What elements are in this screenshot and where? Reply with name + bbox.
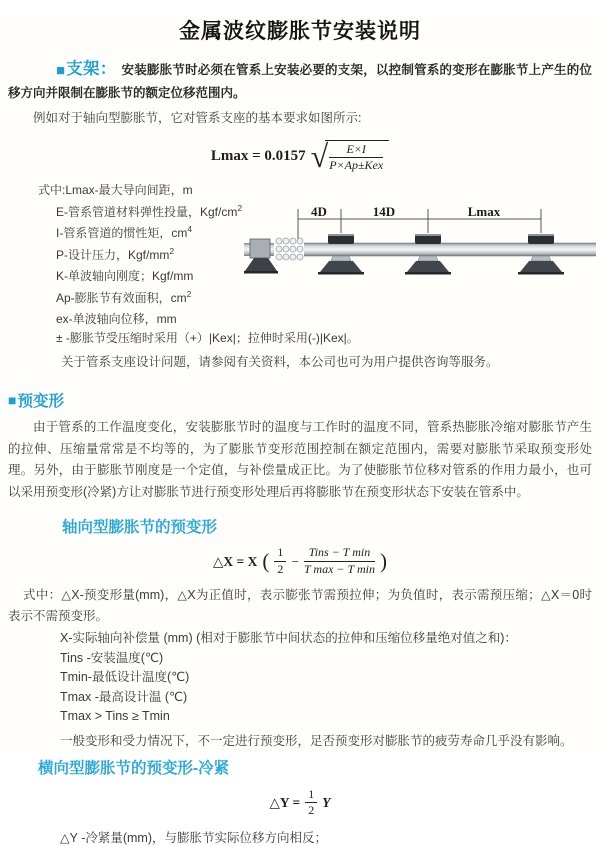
fraction-denominator: P×Ap±Kex [329, 158, 384, 173]
definition-line [8, 264, 244, 286]
lateral-predeform-subheading: 横向型膨胀节的预变形-冷紧 [38, 759, 230, 777]
support-closing-line: 关于管系支座设计问题，请参阅有关资料，本公司也可为用户提供咨询等服务。 [61, 355, 499, 370]
definition-line [8, 307, 244, 329]
definition-text: ex-单波轴向位移，mm [56, 312, 177, 327]
page-title: 金属波纹膨胀节安装说明 [179, 20, 421, 43]
anchor-base-plate [244, 271, 278, 274]
section-marker-icon: ■ [8, 392, 17, 409]
pipe [304, 243, 596, 256]
dim-label-lmax: Lmax [467, 204, 501, 220]
fraction-numerator: E×I [329, 143, 383, 159]
definition-text: I-管系管道的惯性矩，cm [56, 226, 188, 241]
lateral-formula-note: △Y -冷紧量(mm)，与膨胀节实际位移方向相反； [60, 831, 328, 846]
temp-definition-line: Tmin-最低设计温度(℃) [60, 670, 190, 685]
fraction-numerator: 1 [305, 788, 317, 804]
definition-superscript: 2 [186, 288, 192, 299]
formula-lhs: △Y = [269, 794, 301, 810]
definition-superscript: 2 [169, 245, 175, 256]
support-example-line: 例如对于轴向型膨胀节，它对管系支座的基本要求如图所示: [33, 110, 362, 125]
minus-operator: − [291, 553, 299, 569]
support-intro-text: 安装膨胀节时必须在管系上安装必要的支架，以控制管系的变形在膨胀节上产生的位移方向并限制在膨胀节的额定位移范围内。 [8, 63, 593, 101]
temp-relation-line: Tmax > Tins ≥ Tmin [60, 709, 170, 724]
fraction-denominator: 2 [277, 562, 284, 577]
fraction-denominator: 2 [308, 803, 315, 818]
left-paren: ( [262, 549, 270, 574]
definition-superscript: 4 [187, 224, 193, 235]
right-paren: ) [379, 549, 387, 574]
predeform-heading-text: 预变形 [17, 393, 64, 411]
symbol-definitions-list [8, 178, 244, 329]
fraction-denominator: T max − T min [303, 562, 375, 577]
fraction-numerator: Tins − T min [304, 546, 375, 562]
formula-rhs: Y [322, 794, 331, 810]
definition-superscript: 2 [237, 202, 243, 213]
anchor-base [245, 258, 277, 271]
sqrt-radical-icon: √ [310, 138, 329, 175]
document-page [0, 15, 600, 846]
anchor-block [250, 239, 270, 258]
axial-predeform-formula [8, 546, 592, 577]
definition-line [8, 178, 244, 200]
sqrt-radicand [325, 140, 389, 175]
definition-line [8, 286, 244, 308]
half-fraction [274, 546, 286, 577]
pipe-support-spacing-diagram [244, 178, 596, 329]
dim-label-4d: 4D [311, 204, 327, 220]
plus-minus-note: ± -膨胀节受压缩时采用（+）|Kex|；拉伸时采用(-)|Kex|。 [56, 330, 359, 345]
dim-label-14d: 14D [372, 204, 396, 220]
definition-text: 式中:Lmax-最大导向间距，m [38, 183, 193, 198]
half-fraction [305, 788, 317, 819]
definition-text: P-设计压力，Kgf/mm [56, 247, 170, 262]
definition-text: E-管系管道材料弹性投量，Kgf/cm [56, 204, 238, 219]
x-definition-line: X-实际轴向补偿量 (mm) (相对于膨胀节中间状态的拉伸和压缩位移量绝对值之和)： [60, 631, 517, 646]
temp-definition-line: Tins -安装温度(℃) [60, 650, 164, 665]
formula-fraction [329, 143, 383, 174]
definition-line [8, 200, 244, 222]
definition-line [8, 243, 244, 265]
support-intro-paragraph [8, 56, 592, 104]
definition-text: Ap-膨胀节有效面积，cm [56, 290, 187, 305]
axial-formula-note: 式中：△X-预变形量(mm)，△X为正值时，表示膨张节需预拉伸；为负值时，表示需预压缩；△X＝0时表示不需预变形。 [8, 587, 592, 623]
dimension-labels [311, 204, 501, 219]
predeform-body-paragraph: 由于管系的工作温度变化，安装膨胀节时的温度与工作时的温度不同，管系热膨胀冷缩对膨胀节产生的拉伸、压缩量常常是不均等的，为了膨胀节变形范围控制在额定范围内，需要对膨胀节采取预变形处理。另外，由于膨胀节刚度是一个定值，与补偿量成正比。为了使膨胀节位移对管系的作用力最小，也可以采用预变形(冷紧)方让对膨胀节进行预变形处理后再将膨胀节在预变形状态下安装在管系中。 [8, 420, 592, 499]
guide-spacing-formula [8, 140, 592, 175]
axial-remark-line: 一般变形和受力情况下，不一定进行预变形，足否预变形对膨胀节的疲劳寿命几乎没有影响。 [60, 733, 573, 748]
bellows-icon [276, 238, 303, 260]
formula-lhs: △X = X [213, 553, 258, 569]
definition-text: K-单波轴向刚度；Kgf/mm [56, 269, 194, 284]
formula-lhs: Lmax = 0.0157 [210, 148, 306, 165]
definition-line [8, 221, 244, 243]
definitions-and-diagram [8, 178, 592, 329]
lateral-predeform-formula [8, 788, 592, 819]
diagram-svg [244, 203, 596, 277]
predeform-section-heading [8, 389, 592, 411]
temperature-fraction [304, 546, 375, 577]
sqrt-expression [311, 140, 390, 175]
section-marker-icon: ■ [56, 62, 66, 79]
temp-definition-line: Tmax -最高设计温 (℃) [60, 689, 188, 704]
axial-predeform-subheading: 轴向型膨胀节的预变形 [62, 519, 218, 537]
support-section-heading: 支架： [66, 60, 117, 78]
fraction-numerator: 1 [274, 546, 286, 562]
